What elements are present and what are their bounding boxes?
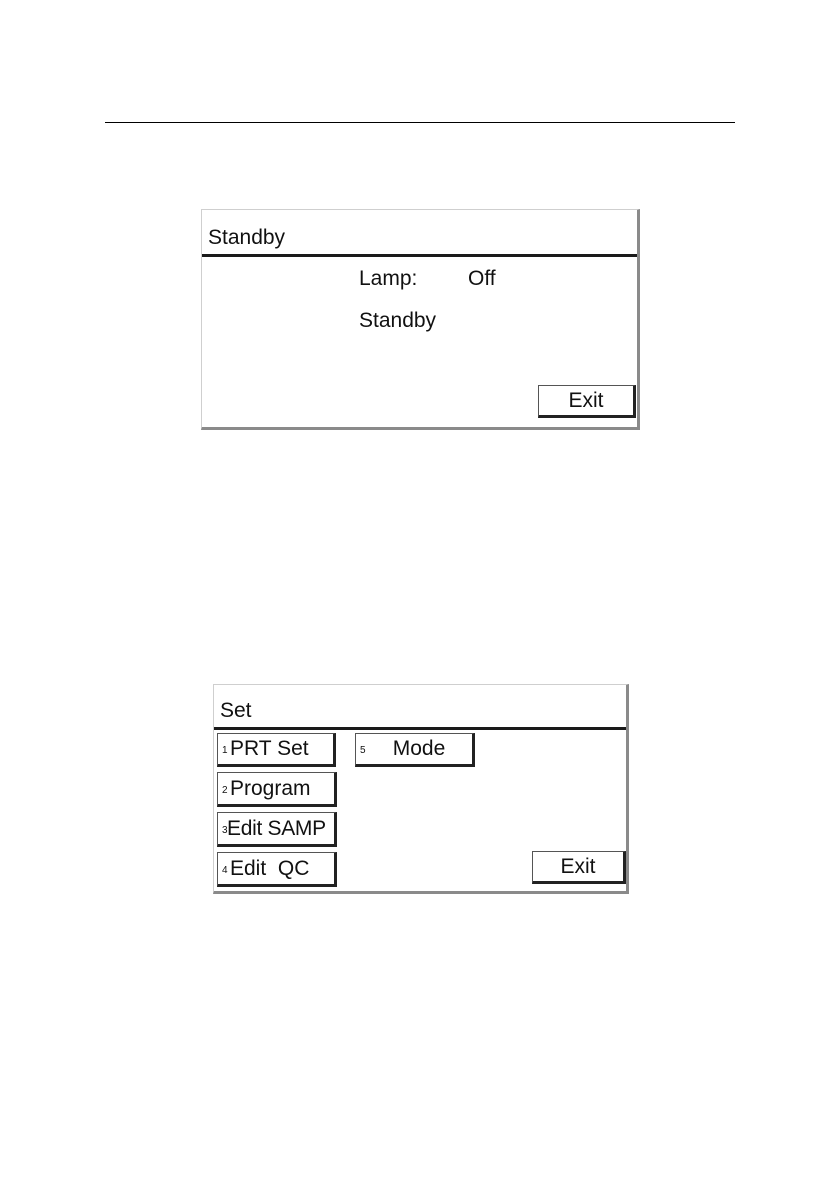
button-label: PRT Set	[230, 737, 309, 760]
button-label: Edit QC	[230, 857, 310, 880]
button-number: 5	[360, 745, 366, 756]
button-number: 3	[222, 825, 228, 836]
exit-button-label: Exit	[568, 389, 604, 412]
screen-title: Standby	[208, 226, 286, 249]
standby-screen	[201, 209, 640, 430]
button-label: Program	[230, 777, 311, 800]
prt-set-button[interactable]	[217, 733, 336, 767]
screen-title: Set	[220, 699, 252, 722]
page-header-rule	[105, 122, 735, 123]
title-divider	[202, 254, 637, 257]
title-divider	[214, 727, 626, 730]
lamp-value: Off	[468, 267, 496, 290]
mode-button[interactable]	[355, 733, 475, 767]
set-screen	[213, 684, 629, 894]
status-text: Standby	[359, 309, 437, 332]
edit-qc-button[interactable]	[217, 852, 337, 887]
lamp-label: Lamp:	[359, 267, 418, 290]
button-label: Edit SAMP	[227, 817, 326, 840]
program-button[interactable]	[217, 772, 337, 807]
button-number: 1	[222, 745, 228, 756]
edit-samp-button[interactable]	[217, 812, 337, 847]
exit-button[interactable]	[532, 851, 626, 884]
button-label: Mode	[392, 737, 446, 760]
button-number: 2	[222, 785, 228, 796]
exit-button-label: Exit	[560, 855, 596, 878]
exit-button[interactable]	[538, 385, 636, 418]
button-number: 4	[222, 865, 228, 876]
